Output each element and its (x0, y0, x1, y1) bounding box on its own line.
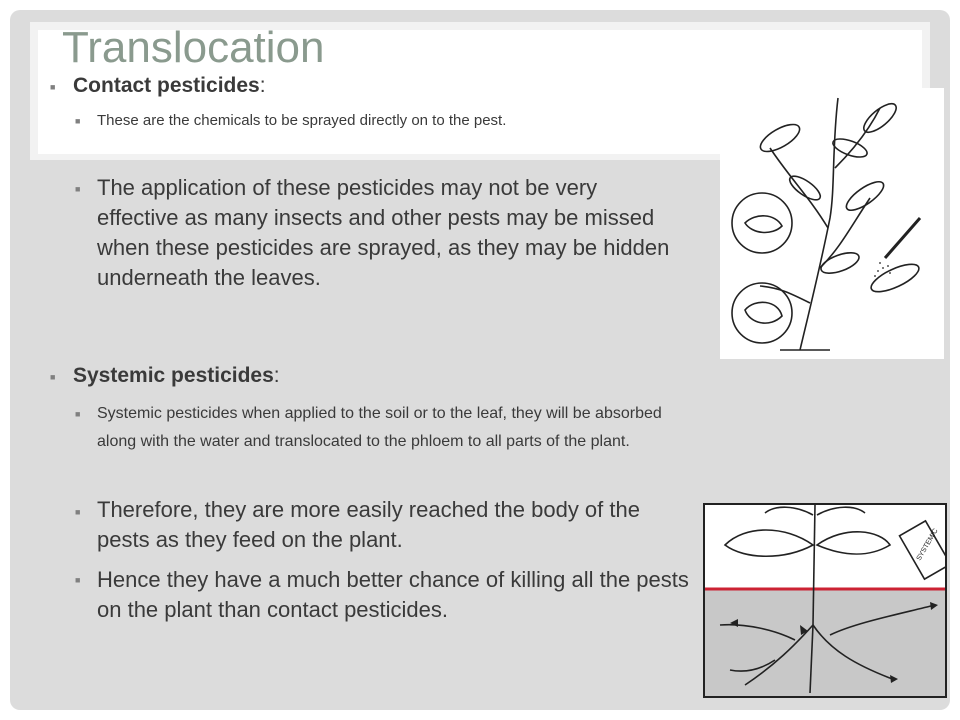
bullet-icon: ■ (75, 116, 81, 126)
contact-spray-plant-illustration (720, 88, 944, 359)
roots-drawing-icon (705, 505, 945, 696)
systemic-point-1: Systemic pesticides when applied to the soil or to the leaf, they will be absorbed along with the water and translocated to the phloem to all parts of the plant. (97, 405, 662, 450)
contact-heading (73, 70, 266, 101)
bullet-icon: ■ (50, 372, 56, 382)
bullet-icon: ■ (75, 409, 81, 419)
systemic-heading-colon: : (273, 364, 280, 387)
contact-heading-text: Contact pesticides (73, 74, 260, 97)
contact-point-2: The application of these pesticides may not be very effective as many insects and other pests may be missed when these pesticides are sprayed, as they may be hidden underneath the leaves. (97, 175, 670, 290)
systemic-can-label: SYSTEMIC (915, 527, 940, 563)
bullet-icon: ■ (75, 184, 81, 194)
plant-drawing-icon (720, 88, 944, 359)
systemic-uptake-illustration (703, 503, 947, 698)
bullet-icon: ■ (75, 575, 81, 585)
slide-title: Translocation (62, 23, 325, 72)
contact-point-1: These are the chemicals to be sprayed directly on to the pest. (97, 112, 507, 129)
systemic-heading (73, 360, 280, 391)
contact-heading-colon: : (259, 74, 266, 97)
systemic-heading-text: Systemic pesticides (73, 364, 274, 387)
systemic-point-3: Hence they have a much better chance of killing all the pests on the plant than contact pesticides. (97, 567, 689, 622)
systemic-point-2: Therefore, they are more easily reached the body of the pests as they feed on the plant. (97, 497, 640, 552)
bullet-icon: ■ (50, 82, 56, 92)
bullet-icon: ■ (75, 507, 81, 517)
